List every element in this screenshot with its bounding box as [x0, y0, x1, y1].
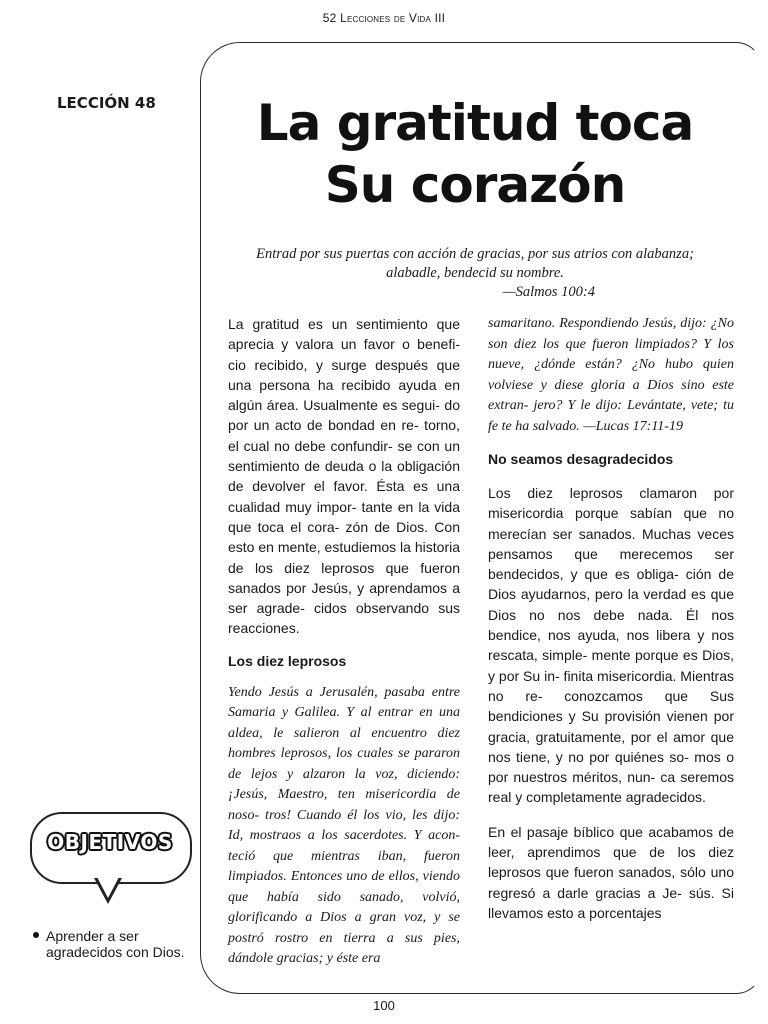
title-line-2: Su corazón [324, 156, 626, 214]
scripture-passage: Yendo Jesús a Jerusalén, pasaba entre Samaria y Galilea. Y al entrar en una aldea, le salieron al encuentro diez hombres leprosos, los cuales se pararon de lejos y alzaron la voz, diciendo: ¡Jesús, Maestro, ten misericordia de noso- tros! Cuando él los vio, les dijo: Id, mostraos a los sacerdotes. Y acon- teció que mientras iban, fueron limpiados. Entonces uno de ellos, viendo que había sido sanado, volvió, glorificando a Dios a gran voz, y se postró rostro en tierra a sus pies, dándole gracias; y éste era [228, 684, 460, 967]
scripture-continued: samaritano. Respondiendo Jesús, dijo: ¿No son diez los que fueron limpiados? Y los nueve, ¿dónde están? ¿No hubo quien volviese y diese gloria a Dios sino este extran- jero? Y le dijo: Levántate, vete; tu fe te ha salvado. —Lucas 17:11-19 [488, 316, 734, 434]
section-heading-ungrateful: No seamos desagradecidos [488, 451, 674, 467]
left-column [228, 314, 460, 970]
body-paragraph-1: Los diez leprosos clamaron por misericordia porque sabían que no merecían ser sanados. Muchas veces pensamos que merecemos ser bendecidos, y que es obliga- ción de Dios ayudarnos, pero la verdad es que Dios no nos debe nada. Él nos bendice, nos ayuda, nos libera y nos rescata, simple- mente porque es Dios, y por Su in- finita misericordia. Mientras no re- conozcamos que Sus bendiciones y Su provisión vienen por gracia, gratuitamente, por el amor que nos tiene, y no por quiénes so- mos o por nuestros méritos, nun- ca seremos real y completamente agradecidos. [488, 485, 734, 806]
right-column [488, 314, 734, 923]
epigraph-reference: —Salmos 100:4 [502, 284, 595, 300]
section-heading-lepers: Los diez leprosos [228, 652, 347, 669]
lesson-number: LECCIÓN 48 [57, 94, 156, 112]
objective-item [30, 928, 190, 960]
intro-paragraph: La gratitud es un sentimiento que aprecia y valora un favor o benefi- cio recibido, y surge después que una persona ha recibido ayuda en algún área. Usualmente es segui- do por un acto de bondad en re- torno, el cual no debe confundir- se con un sentimiento de deuda o la obligación de devolver el favor. Ésta es una cualidad muy impor- tante en la vida que toca el cora- zón de Dios. Con esto en mente, estudiemos la historia de los diez leprosos que fueron sanados por Jesús, y aprendamos a ser agrade- cidos observando sus reacciones. [228, 316, 460, 637]
objectives-label: OBJETIVOS [47, 830, 173, 854]
bullet-icon [33, 932, 39, 938]
page-number: 100 [373, 998, 395, 1013]
body-paragraph-2: En el pasaje bíblico que acabamos de leer, aprendimos que de los diez leprosos que fueron sanados, sólo uno regresó a darle gracias a Je- sús. Si llevamos esto a porcentajes [488, 823, 734, 921]
running-header: 52 Lecciones de Vida III [322, 11, 446, 25]
epigraph-text: Entrad por sus puertas con acción de gracias, por sus atrios con alabanza; alabadle, bendecid su nombre. [256, 246, 694, 281]
objectives-list [30, 928, 190, 960]
objective-text: Aprender a ser agradecidos con Dios. [46, 928, 185, 960]
lesson-title [205, 92, 745, 216]
epigraph [230, 245, 720, 302]
title-line-1: La gratitud toca [256, 94, 694, 152]
